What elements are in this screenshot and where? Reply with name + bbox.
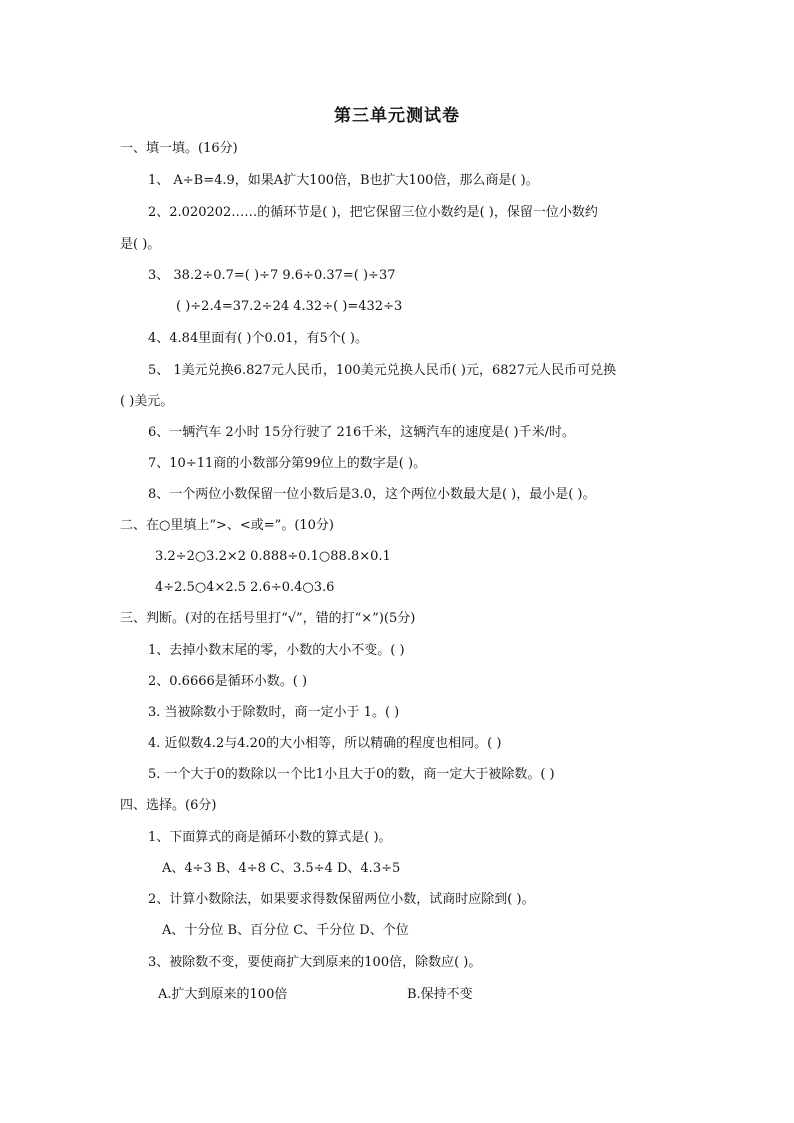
question-1-7: 7、10÷11商的小数部分第99位上的数字是( )。 xyxy=(148,456,427,471)
judge-3: 3. 当被除数小于除数时，商一定小于 1。( ) xyxy=(148,705,400,720)
question-1-5: 5、 1美元兑换6.827元人民币，100美元兑换人民币( )元，6827元人民币可兑换 xyxy=(148,363,617,378)
choice-3: 3、被除数不变，要使商扩大到原来的100倍，除数应( )。 xyxy=(148,955,482,970)
judge-2: 2、0.6666是循环小数。( ) xyxy=(148,674,308,689)
question-1-3-cont: ( )÷2.4=37.2÷24 4.32÷( )=432÷3 xyxy=(176,299,403,314)
section-3-heading: 三、判断。(对的在括号里打“√”，错的打“×”)(5分) xyxy=(120,611,416,626)
choice-2: 2、计算小数除法，如果要求得数保留两位小数，试商时应除到( )。 xyxy=(148,892,535,907)
question-1-5-cont: ( )美元。 xyxy=(120,394,174,409)
question-1-3: 3、 38.2÷0.7=( )÷7 9.6÷0.37=( )÷37 xyxy=(148,268,396,283)
choice-2-options: A、十分位 B、百分位 C、千分位 D、个位 xyxy=(162,923,409,938)
choice-3-option-a: A.扩大到原来的100倍 xyxy=(158,987,288,1002)
judge-5: 5. 一个大于0的数除以一个比1小且大于0的数，商一定大于被除数。( ) xyxy=(148,767,555,782)
question-1-4: 4、4.84里面有( )个0.01，有5个( )。 xyxy=(148,331,368,346)
compare-row-2: 4÷2.5○4×2.5 2.6÷0.4○3.6 xyxy=(155,580,335,595)
choice-1-options: A、4÷3 B、4÷8 C、3.5÷4 D、4.3÷5 xyxy=(162,861,401,876)
question-1-8: 8、一个两位小数保留一位小数后是3.0，这个两位小数最大是( )，最小是( )。 xyxy=(148,487,596,502)
page-title: 第三单元测试卷 xyxy=(334,106,460,126)
section-4-heading: 四、选择。(6分) xyxy=(120,798,217,813)
judge-4: 4. 近似数4.2与4.20的大小相等，所以精确的程度也相同。( ) xyxy=(148,736,502,751)
compare-row-1: 3.2÷2○3.2×2 0.888÷0.1○88.8×0.1 xyxy=(155,549,391,564)
section-1-heading: 一、填一填。(16分) xyxy=(120,141,238,156)
choice-3-option-b: B.保持不变 xyxy=(407,987,473,1002)
question-1-6: 6、一辆汽车 2小时 15分行驶了 216千米，这辆汽车的速度是( )千米/时。 xyxy=(148,425,575,440)
section-2-heading: 二、在○里填上“>、<或=”。(10分) xyxy=(120,518,334,533)
choice-1: 1、下面算式的商是循环小数的算式是( )。 xyxy=(148,830,392,845)
question-1-2: 2、2.020202……的循环节是( )，把它保留三位小数约是( )，保留一位小数约 xyxy=(148,205,598,220)
question-1-2-cont: 是( )。 xyxy=(120,237,161,252)
question-1-1: 1、 A÷B=4.9，如果A扩大100倍，B也扩大100倍，那么商是( )。 xyxy=(148,173,539,188)
judge-1: 1、去掉小数末尾的零，小数的大小不变。( ) xyxy=(148,643,405,658)
